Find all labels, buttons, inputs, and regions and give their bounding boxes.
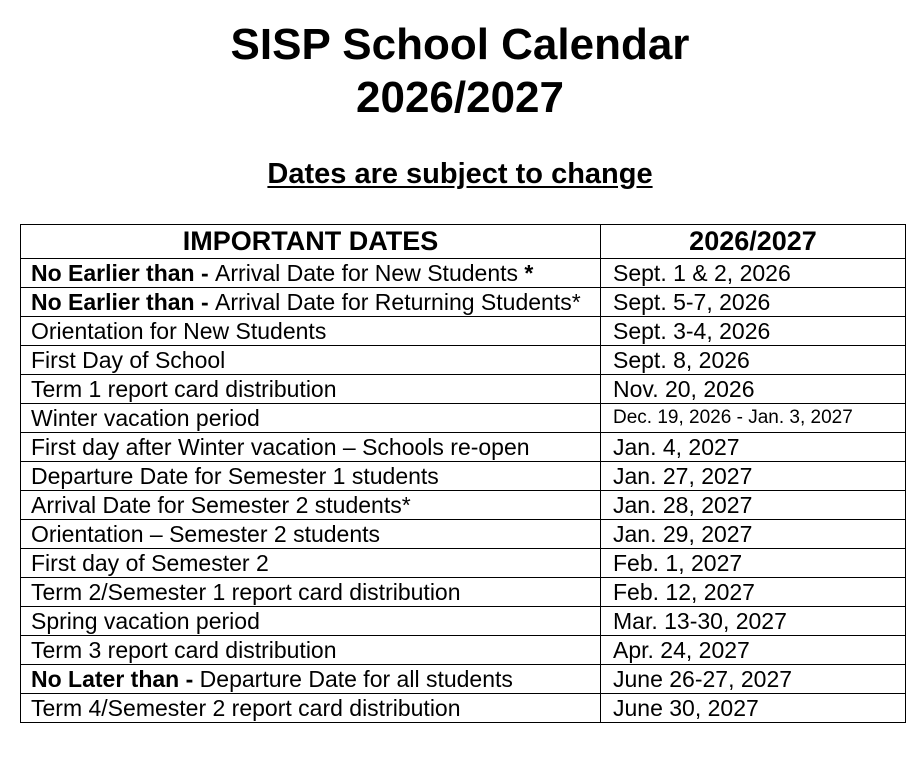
event-cell: Term 1 report card distribution: [21, 375, 601, 404]
table-row: [21, 288, 906, 317]
event-cell: Orientation – Semester 2 students: [21, 520, 601, 549]
date-cell: Jan. 28, 2027: [601, 491, 906, 520]
table-row: [21, 607, 906, 636]
date-cell: Jan. 27, 2027: [601, 462, 906, 491]
event-asterisk: *: [524, 260, 534, 286]
event-qualifier: No Later than -: [31, 666, 200, 692]
important-dates-table: [20, 224, 906, 723]
event-cell: [21, 665, 601, 694]
date-cell: Jan. 4, 2027: [601, 433, 906, 462]
table-row: [21, 665, 906, 694]
date-cell: Sept. 8, 2026: [601, 346, 906, 375]
table-row: [21, 462, 906, 491]
table-row: [21, 375, 906, 404]
event-cell: Winter vacation period: [21, 404, 601, 433]
column-header-school-year: 2026/2027: [601, 225, 906, 259]
event-cell: Orientation for New Students: [21, 317, 601, 346]
date-cell: Jan. 29, 2027: [601, 520, 906, 549]
event-cell: First Day of School: [21, 346, 601, 375]
event-qualifier: No Earlier than -: [31, 289, 216, 315]
event-cell: First day after Winter vacation – Schools re-open: [21, 433, 601, 462]
event-cell: Arrival Date for Semester 2 students*: [21, 491, 601, 520]
table-header-row: [21, 225, 906, 259]
event-cell: Term 2/Semester 1 report card distribution: [21, 578, 601, 607]
table-row: [21, 578, 906, 607]
date-cell: June 30, 2027: [601, 694, 906, 723]
table-row: [21, 636, 906, 665]
event-cell: Term 3 report card distribution: [21, 636, 601, 665]
table-row: [21, 346, 906, 375]
subtitle-disclaimer: Dates are subject to change: [267, 158, 653, 190]
date-cell: Feb. 1, 2027: [601, 549, 906, 578]
event-label: Arrival Date for Returning Students*: [215, 289, 581, 315]
event-label: Arrival Date for New Students: [215, 260, 525, 286]
table-row: [21, 317, 906, 346]
date-cell: Sept. 5-7, 2026: [601, 288, 906, 317]
date-cell: June 26-27, 2027: [601, 665, 906, 694]
event-qualifier: No Earlier than -: [31, 260, 216, 286]
page-title: SISP School Calendar: [230, 20, 690, 69]
table-row: [21, 520, 906, 549]
event-cell: [21, 288, 601, 317]
date-cell: Nov. 20, 2026: [601, 375, 906, 404]
column-header-important-dates: IMPORTANT DATES: [21, 225, 601, 259]
page-title-year: 2026/2027: [356, 73, 564, 122]
event-cell: [21, 259, 601, 288]
event-cell: First day of Semester 2: [21, 549, 601, 578]
date-cell: Feb. 12, 2027: [601, 578, 906, 607]
event-cell: Term 4/Semester 2 report card distribution: [21, 694, 601, 723]
date-cell: Apr. 24, 2027: [601, 636, 906, 665]
table-row: [21, 404, 906, 433]
date-cell: Sept. 3-4, 2026: [601, 317, 906, 346]
event-label: Departure Date for all students: [199, 666, 513, 692]
event-cell: Spring vacation period: [21, 607, 601, 636]
date-cell: Mar. 13-30, 2027: [601, 607, 906, 636]
table-row: [21, 433, 906, 462]
date-cell: Dec. 19, 2026 - Jan. 3, 2027: [601, 404, 906, 433]
table-row: [21, 259, 906, 288]
table-row: [21, 694, 906, 723]
table-row: [21, 549, 906, 578]
table-row: [21, 491, 906, 520]
date-cell: Sept. 1 & 2, 2026: [601, 259, 906, 288]
event-cell: Departure Date for Semester 1 students: [21, 462, 601, 491]
